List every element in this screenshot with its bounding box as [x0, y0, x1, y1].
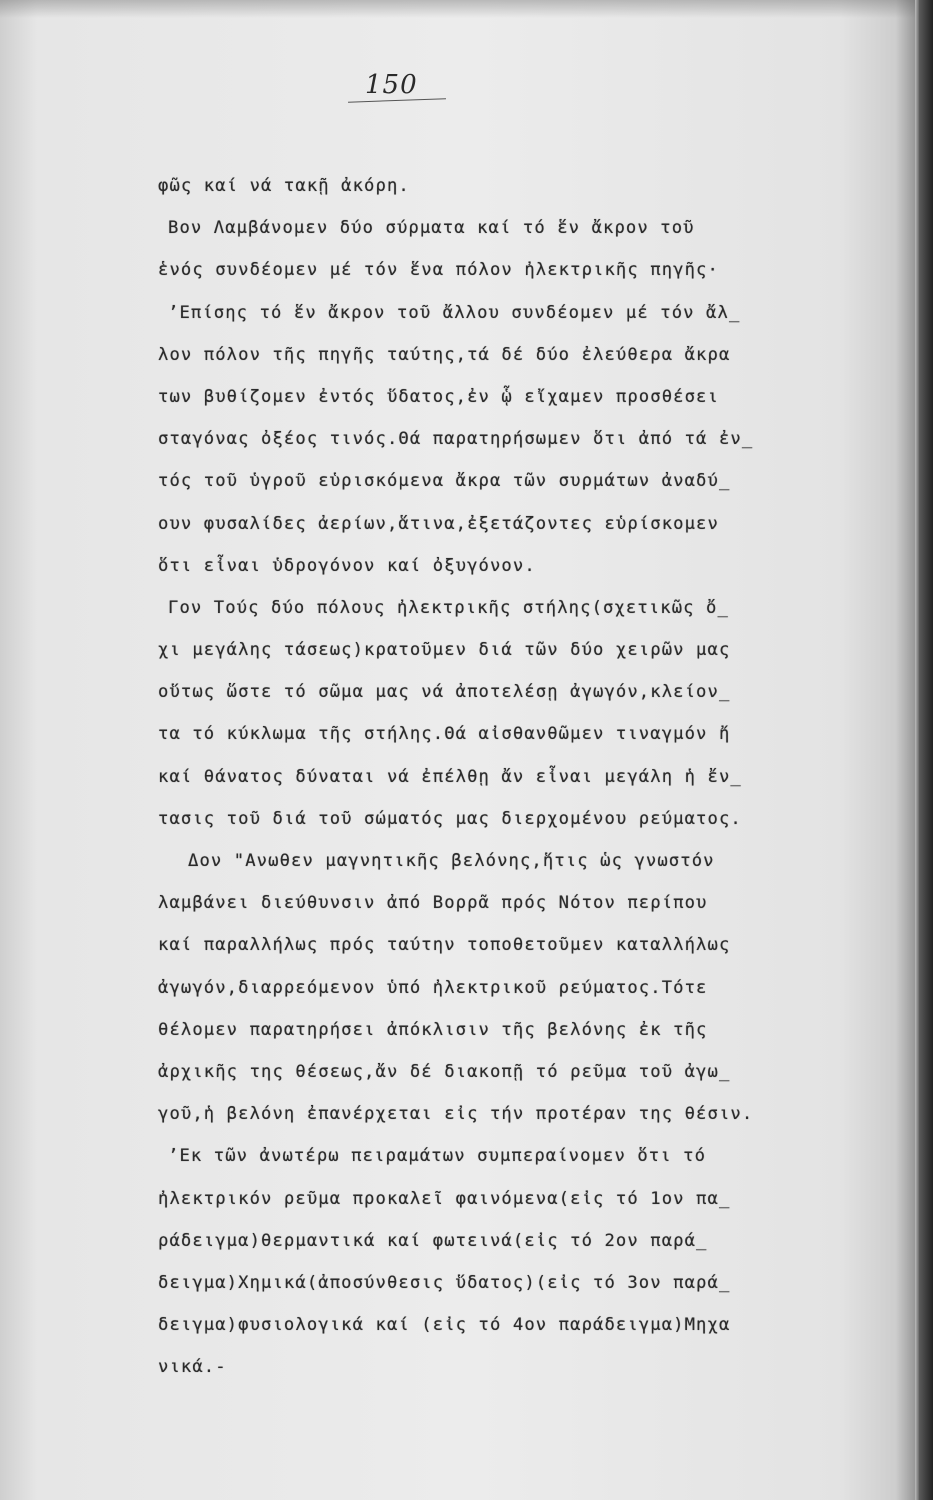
- text-line: των βυθίζομεν ἐντός ὕδατος,ἐν ᾧ εἴχαμεν προσθέσει: [158, 386, 719, 407]
- text-line: δειγμα)φυσιολογικά καί (εἰς τό 4ον παράδειγμα)Μηχα: [158, 1315, 731, 1336]
- text-line: ἑνός συνδέομεν μέ τόν ἕνα πόλον ἠλεκτρικῆς πηγῆς·: [158, 260, 719, 281]
- text-line: σταγόνας ὀξέος τινός.Θά παρατηρήσωμεν ὅτι ἀπό τά ἐν_: [158, 429, 754, 450]
- text-line: ὅτι εἶναι ὑδρογόνον καί ὀξυγόνον.: [158, 555, 536, 576]
- text-line: χι μεγάλης τάσεως)κρατοῦμεν διά τῶν δύο χειρῶν μας: [158, 640, 731, 661]
- text-line: νικά.-: [158, 1357, 227, 1378]
- text-line: ἠλεκτρικόν ρεῦμα προκαλεῖ φαινόμενα(εἰς τό 1ον πα_: [158, 1188, 731, 1209]
- text-line: Δον "Ανωθεν μαγνητικῆς βελόνης,ἥτις ὡς γνωστόν: [188, 851, 715, 871]
- text-line: Βον Λαμβάνομεν δύο σύρματα καί τό ἕν ἄκρον τοῦ: [168, 218, 695, 239]
- text-line: φῶς καί νά τακῇ ἀκόρη.: [158, 176, 410, 196]
- text-line: τα τό κύκλωμα τῆς στήλης.Θά αἰσθανθῶμεν τιναγμόν ἤ: [158, 724, 731, 745]
- text-line: τασις τοῦ διά τοῦ σώματός μας διερχομένου ρεύματος.: [158, 808, 742, 829]
- text-line: καί θάνατος δύναται νά ἐπέλθῃ ἄν εἶναι μεγάλη ἡ ἔν_: [158, 766, 742, 787]
- text-line: ἀγωγόν,διαρρεόμενον ὑπό ἠλεκτρικοῦ ρεύματος.Τότε: [158, 977, 708, 998]
- text-line: γοῦ,ἡ βελόνη ἐπανέρχεται εἰς τήν προτέραν της θέσιν.: [158, 1104, 754, 1125]
- text-line: οὕτως ὥστε τό σῶμα μας νά ἀποτελέσῃ ἀγωγόν,κλείον_: [158, 682, 731, 703]
- top-shadow: [0, 0, 933, 18]
- text-line: θέλομεν παρατηρήσει ἀπόκλισιν τῆς βελόνης ἐκ τῆς: [158, 1019, 708, 1040]
- text-line: δειγμα)Χημικά(ἀποσύνθεσις ὕδατος)(εἰς τό 3ον παρά_: [158, 1272, 731, 1293]
- page-number: 150: [365, 70, 418, 100]
- text-line: Γον Τούς δύο πόλους ἠλεκτρικῆς στήλης(σχετικῶς ὄ_: [168, 597, 729, 618]
- text-line: ουν φυσαλίδες ἀερίων,ἅτινα,ἐξετάζοντες εὑρίσκομεν: [158, 513, 719, 534]
- text-line: ’Επίσης τό ἕν ἄκρον τοῦ ἄλλου συνδέομεν μέ τόν ἄλ_: [168, 302, 741, 323]
- text-line: καί παραλλήλως πρός ταύτην τοποθετοῦμεν καταλλήλως: [158, 935, 731, 956]
- text-line: ’Εκ τῶν ἀνωτέρω πειραμάτων συμπεραίνομεν ὅτι τό: [168, 1146, 707, 1167]
- text-line: τός τοῦ ὑγροῦ εὑρισκόμενα ἄκρα τῶν συρμάτων ἀναδύ_: [158, 471, 731, 492]
- text-line: ἀρχικῆς της θέσεως,ἄν δέ διακοπῇ τό ρεῦμα τοῦ ἀγω_: [158, 1061, 731, 1082]
- binding-shadow: [919, 0, 933, 1500]
- text-line: λαμβάνει διεύθυνσιν ἀπό Βορρᾶ πρός Νότον περίπου: [158, 893, 708, 914]
- text-line: ράδειγμα)θερμαντικά καί φωτεινά(εἰς τό 2ον παρά_: [158, 1230, 708, 1251]
- typewritten-body: [158, 165, 858, 1388]
- text-line: λον πόλον τῆς πηγῆς ταύτης,τά δέ δύο ἐλεύθερα ἄκρα: [158, 344, 731, 365]
